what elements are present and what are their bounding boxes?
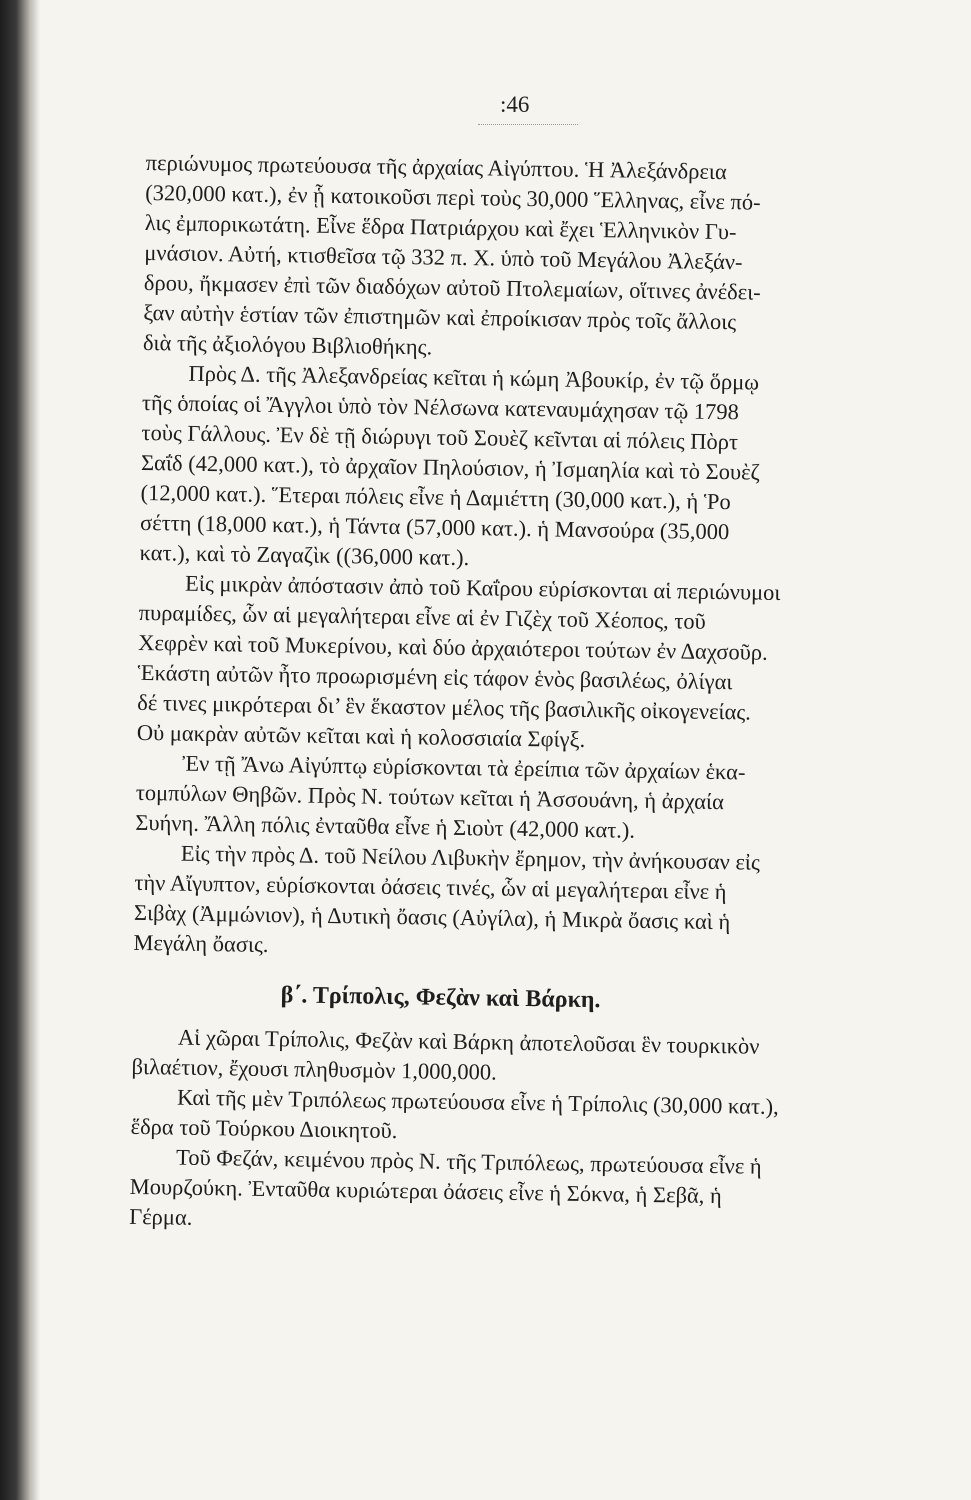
text-line: Μεγάλη ὄασις. (133, 929, 269, 958)
book-binding-edge (0, 0, 40, 1500)
paragraph (143, 148, 918, 370)
text-line: Γέρμα. (129, 1203, 193, 1230)
text-line: Μουρζούκη. Ἐνταῦθα κυριώτεραι ὀάσεις εἶνε ἡ Σόκνα, ἡ Σεβᾶ, ἡ (129, 1173, 723, 1209)
page-body (129, 148, 918, 1244)
text-line: τὴν Αἴγυπτον, εὑρίσκονται ὀάσεις τινές, ὧν αἱ μεγαλήτεραι εἶνε ἡ (134, 869, 727, 905)
body-after-heading (129, 1022, 904, 1244)
text-line: Σαΐδ (42,000 κατ.), τὸ ἀρχαῖον Πηλούσιον, ἡ Ἰσμαηλία καὶ τὸ Σουὲζ (140, 449, 761, 485)
text-line: (320,000 κατ.), ἐν ᾗ κατοικοῦσι περὶ τοὺς 30,000 Ἕλληνας, εἶνε πό- (145, 179, 761, 215)
text-line: σέττη (18,000 κατ.), ἡ Τάντα (57,000 κατ.). ἡ Μανσούρα (35,000 (139, 509, 730, 545)
text-line: τῆς ὁποίας οἱ Ἄγγλοι ὑπὸ τὸν Νέλσωνα κατεναυμάχησαν τῷ 1798 (141, 389, 740, 425)
text-line: τοὺς Γάλλους. Ἐν δὲ τῇ διώρυγι τοῦ Σουὲζ κεῖνται αἱ πόλεις Πὸρτ (141, 419, 739, 455)
text-line: δέ τινες μικρότεραι δι’ ἓν ἕκαστον μέλος τῆς βασιλικῆς οἰκογενείας. (137, 689, 752, 725)
text-line: Εἰς μικρὰν ἀπόστασιν ἀπὸ τοῦ Καΐρου εὑρίσκονται αἱ περιώνυμοι (184, 570, 781, 606)
paragraph (139, 358, 914, 580)
text-line: βιλαέτιον, ἔχουσι πληθυσμὸν 1,000,000. (131, 1053, 497, 1085)
paragraph (135, 748, 908, 850)
text-line: περιώνυμος πρωτεύουσα τῆς ἀρχαίας Αἰγύπτου. Ἡ Ἀλεξάνδρεια (145, 149, 727, 185)
text-line: Πρὸς Δ. τῆς Ἀλεξανδρείας κεῖται ἡ κώμη Ἀβουκίρ, ἐν τῷ ὅρμῳ (188, 360, 760, 395)
text-line: Σιβὰχ (Ἀμμώνιον), ἡ Δυτικὴ ὄασις (Αὐγίλα), ἡ Μικρὰ ὄασις καὶ ἡ (133, 899, 731, 935)
text-line: κατ.), καὶ τὸ Ζαγαζὶκ ((36,000 κατ.). (139, 539, 470, 571)
text-line: τομπύλων Θηβῶν. Πρὸς Ν. τούτων κεῖται ἡ Ἀσσουάνη, ἡ ἀρχαία (135, 779, 725, 815)
page-number: :46 (500, 92, 530, 117)
text-line: Καὶ τῆς μὲν Τριπόλεως πρωτεύουσα εἶνε ἡ Τρίπολις (30,000 κατ.), (176, 1084, 779, 1120)
section-heading: β΄. Τρίπολις, Φεζὰν καὶ Βάρκη. (280, 982, 601, 1014)
text-line: λις ἐμπορικωτάτη. Εἶνε ἕδρα Πατριάρχου καὶ ἔχει Ἑλληνικὸν Γυ- (144, 209, 737, 245)
text-line: Ἐν τῇ Ἄνω Αἰγύπτῳ εὑρίσκονται τὰ ἐρείπια τῶν ἀρχαίων ἑκα- (182, 750, 746, 785)
header-rule (478, 124, 578, 125)
text-line: δρου, ἤκμασεν ἐπὶ τῶν διαδόχων αὐτοῦ Πτολεμαίων, οἵτινες ἀνέδει- (143, 269, 761, 305)
text-line: Εἰς τὴν πρὸς Δ. τοῦ Νείλου Λιβυκὴν ἔρημον, τὴν ἀνήκουσαν εἰς (180, 840, 761, 875)
text-line: διὰ τῆς ἀξιολόγου Βιβλιοθήκης. (142, 329, 433, 360)
text-line: Συήνη. Ἄλλη πόλις ἐνταῦθα εἶνε ἡ Σιοὺτ (42,000 κατ.). (135, 809, 636, 843)
text-line: ξαν αὐτὴν ἑστίαν τῶν ἐπιστημῶν καὶ ἐπροίκισαν πρὸς τοῖς ἄλλοις (143, 299, 737, 335)
body-before-heading (133, 148, 918, 970)
text-line: ἕδρα τοῦ Τούρκου Διοικητοῦ. (130, 1113, 398, 1144)
text-line: Οὐ μακρὰν αὐτῶν κεῖται καὶ ἡ κολοσσιαία Σφίγξ. (136, 719, 586, 752)
text-line: πυραμίδες, ὧν αἱ μεγαλήτεραι εἶνε αἱ ἐν Γιζὲχ τοῦ Χέοπος, τοῦ (138, 599, 706, 634)
text-line: μνάσιον. Αὐτή, κτισθεῖσα τῷ 332 π. Χ. ὑπὸ τοῦ Μεγάλου Ἀλεξάν- (144, 239, 743, 275)
paragraph (137, 568, 912, 760)
paragraph (133, 838, 907, 970)
paragraph (129, 1142, 902, 1244)
text-line: Ἑκάστη αὐτῶν ἦτο προωρισμένη εἰς τάφον ἑνὸς βασιλέως, ὀλίγαι (137, 659, 733, 695)
text-line: Χεφρὲν καὶ τοῦ Μυκερίνου, καὶ δύο ἀρχαιότεροι τούτων ἐν Δαχσοῦρ. (138, 629, 768, 665)
text-line: Αἱ χῶραι Τρίπολις, Φεζὰν καὶ Βάρκη ἀποτελοῦσαι ἓν τουρκικὸν (177, 1024, 760, 1059)
text-line: (12,000 κατ.). Ἕτεραι πόλεις εἶνε ἡ Δαμιέττη (30,000 κατ.), ἡ Ῥο (140, 479, 731, 515)
text-line: Τοῦ Φεζάν, κειμένου πρὸς Ν. τῆς Τριπόλεως, πρωτεύουσα εἶνε ἡ (175, 1144, 762, 1179)
